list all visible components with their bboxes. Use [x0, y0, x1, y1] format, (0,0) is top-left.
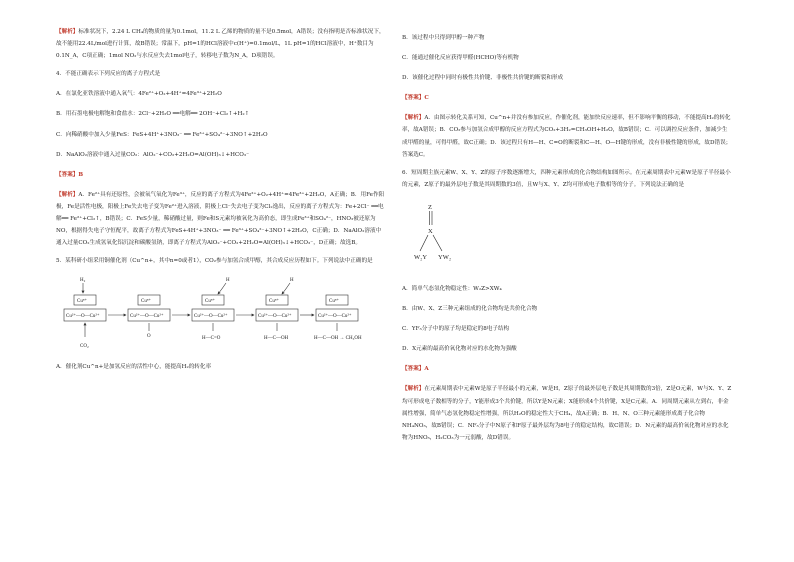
surface-label: Cu²⁺—O—Cu²⁺: [258, 314, 292, 320]
explanation-tag: 【解析】: [402, 386, 425, 393]
option-c: C．向稀硝酸中加入少量FeS：FeS+4H⁺+3NO₃⁻ ══ Fe³⁺+SO₄²⁻+3NO↑+2H₂O: [56, 131, 268, 138]
group-yw2: YW₂: [438, 253, 452, 261]
option-d: D．X元素的最高价氧化物对应的水化物为强酸: [402, 346, 517, 353]
fragment-label: H—C—OH → CH₃OH: [314, 336, 362, 342]
option-a: A．催化剂Cu^n+是加氢反应的活性中心，能提高H₂的转化率: [56, 364, 212, 371]
option-b: B．由W、X、Z三种元素组成的化合物均是共价化合物: [402, 306, 538, 313]
answer-label: 【答案】A: [402, 366, 429, 373]
option-a: A．简单气态氢化物稳定性：W₂Z>XW₄: [402, 285, 502, 292]
catalyst-label: Cuⁿ⁺: [269, 299, 280, 305]
catalyst-label: Cuⁿ⁺: [329, 299, 340, 305]
explanation-paragraph: [56, 189, 386, 249]
option-b: B．用石墨电极电解饱和食盐水：2Cl⁻+2H₂O ══电解══ 2OH⁻+Cl₂↑+H₂↑: [56, 111, 250, 118]
question-4: 4．不能正确表示下列反应的离子方程式是: [56, 71, 161, 78]
surface-label: Cu²⁺—O—Cu²⁺: [318, 314, 352, 320]
answer-label: 【答案】C: [402, 95, 429, 102]
atom-x: X: [428, 227, 433, 235]
mechanism-svg: [56, 275, 386, 353]
explanation-text: A．由图示转化关系可知，Cu^n+并没有参加反应，作催化剂，能加快反应速率，但不影响平衡的移动，不能提高H₂的转化率，故A错误；B．CO₂参与加氢合成甲醇的反应方程式为CO₂+3H₂=CH₃OH+H₂O，故B错误；C．可以调控反应条件，加减少生成甲醛的量，可得甲醛，故C正确；D．该过程只有H—H、C=O的断裂和C—H、O—H键的形成，没有非极性键的形成，故D错误；答案选C。: [402, 115, 732, 158]
option-c: C．能通过催化反应获得甲醛(HCHO)等有机物: [402, 55, 519, 62]
explanation-text: 标准状况下，2.24 L CH₄的物质的量为0.1mol，11.2 L 乙烯的物质的量不是0.5mol，A错误；没有指明是否标准状况下，故不能用22.4L/mol进行计算，故B错误；常温下，pH=1的HCl溶液中c(H⁺)=0.1mol/L，1L pH=1的HCl溶液中，H⁺数目为0.1N_A，C项正确；1mol NO₂与水反应失去1mol电子，转移电子数为N_A，D项错误。: [56, 29, 385, 60]
explanation-paragraph: [402, 112, 732, 160]
h-label: H: [226, 278, 230, 284]
group-w2y: W₂Y: [414, 253, 428, 261]
question-6: 6．短周期主族元素W、X、Y、Z的原子序数逐渐增大，四种元素形成的化合物结构如图所示。在元素周期表中元素W是原子半径最小的元素，Z原子的最外层电子数是其周期数的3倍，且W与X、Y、Z均可形成电子数相等的分子。下列说法正确的是: [402, 169, 731, 188]
option-d: D．NaAlO₂溶液中通入过量CO₂：AlO₂⁻+CO₂+2H₂O=Al(OH)₃↓+HCO₃⁻: [56, 151, 250, 158]
surface-label: Cu²⁺—O—Cu²⁺: [194, 314, 228, 320]
explanation-paragraph: [56, 26, 386, 62]
fragment-label: H—C—OH: [264, 336, 289, 342]
right-column: [402, 32, 732, 449]
h2-label: H₂: [80, 278, 86, 284]
catalyst-label: Cuⁿ⁺: [141, 299, 152, 305]
fragment-label: O: [147, 334, 151, 340]
left-column: [56, 26, 386, 382]
reaction-mechanism-diagram: [56, 275, 386, 353]
explanation-paragraph: [402, 383, 732, 443]
explanation-tag: 【解析】: [402, 115, 425, 122]
explanation-text: 在元素周期表中元素W是原子半径最小的元素，W是H，Z原子的最外层电子数是其周期数的3倍，Z是O元素，W与X、Y、Z均可形成电子数相等的分子，Y能形成3个共价键，所以Y是N元素；X能形成4个共价键，X是C元素。A．同周期元素从左到右，非金属性增强，简单气态氢化物稳定性增强，所以H₂O的稳定性大于CH₄，故A正确；B．H、N、O三种元素能形成离子化合物NH₄NO₃，故B错误；C．NF₃分子中N原子和F原子最外层均为8电子的稳定结构，故C错误；D．N元素的最高价氧化物对应的水化物为HNO₃，H₂CO₃为一元弱酸，故D错误。: [402, 386, 732, 441]
catalyst-label: Cuⁿ⁺: [77, 299, 88, 305]
surface-label: Cu²⁺—O—Cu²⁺: [130, 314, 164, 320]
explanation-tag: 【解析】: [56, 191, 79, 198]
catalyst-label: Cuⁿ⁺: [205, 299, 216, 305]
option-c: C．YF₃分子中的原子均是稳定的8电子结构: [402, 326, 510, 333]
co2-label: CO₂: [80, 344, 89, 350]
option-b: B．该过程中只得到甲醇一种产物: [402, 35, 485, 41]
surface-label: Cu²⁺—O—Cu²⁺: [66, 314, 100, 320]
explanation-tag: 【解析】: [56, 29, 79, 35]
option-d: D．该催化过程中同时有极性共价键、非极性共价键的断裂和形成: [402, 75, 564, 82]
explanation-text: A．Fe²⁺具有还原性，会被氧气氧化为Fe³⁺，反应的离子方程式为4Fe²⁺+O₂+4H⁺=4Fe³⁺+2H₂O，A正确；B．用Fe作阳极，Fe是活性电极，阳极上Fe失去电子变为Fe²⁺进入溶液，阴极上Cl⁻失去电子变为Cl₂逸出，反应的离子方程式为：Fe+2Cl⁻ ══电解══ Fe²⁺+Cl₂↑，B错误；C．FeS少量，稀硝酸过量，则Fe和S元素均被氧化为高价态，即生成Fe³⁺和SO₄²⁻，HNO₃被还原为NO，根据得失电子守恒配平，故离子方程式为FeS+4H⁺+3NO₃⁻ ══ Fe³⁺+SO₄²⁻+3NO↑+2H₂O，C正确；D．NaAlO₂溶液中通入过量CO₂生成氢氧化铝沉淀和碳酸氢钠，即离子方程式为AlO₂⁻+CO₂+2H₂O=Al(OH)₃↓+HCO₃⁻，D正确；故选B。: [56, 191, 385, 247]
h-label: H: [290, 278, 294, 284]
question-5: 5．某科研小组采用铜催化剂（Cu^n+，其中n=0或者1），CO₂参与加氢合成甲醇，其合成反应历程如下。下列说法中正确的是: [56, 258, 373, 265]
fragment-label: H—C=O: [202, 336, 221, 342]
molecule-structure: [402, 199, 732, 277]
option-a: A．在氯化亚铁溶液中通入氧气：4Fe²⁺+O₂+4H⁺=4Fe³⁺+2H₂O: [56, 91, 222, 98]
atom-z: Z: [428, 203, 432, 211]
structure-svg: [416, 199, 536, 273]
answer-label: 【答案】B: [56, 171, 84, 178]
